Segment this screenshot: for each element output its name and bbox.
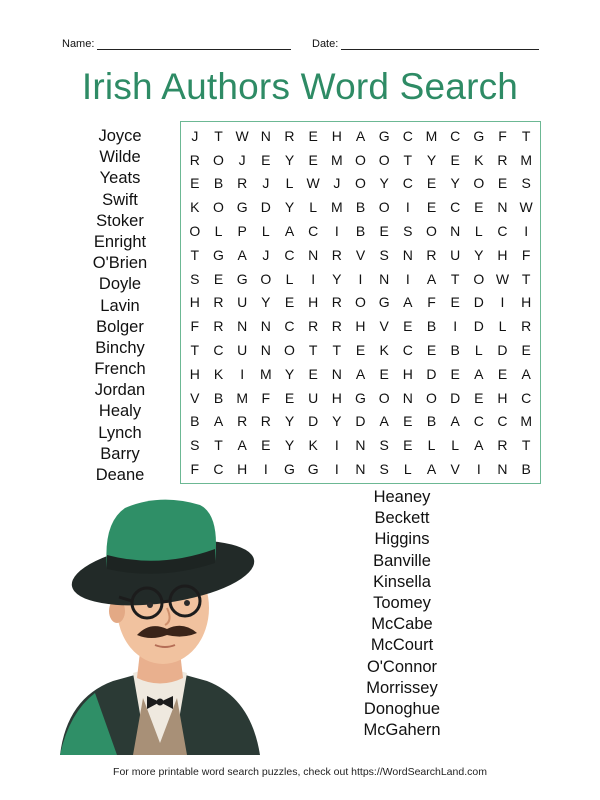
grid-letter: D (355, 413, 366, 430)
footer-text: For more printable word search puzzles, check out https://WordSearchLand.com (113, 766, 487, 778)
grid-letter: I (263, 461, 268, 478)
grid-letter: C (473, 413, 484, 430)
grid-letter: L (427, 437, 436, 454)
grid-letter: Y (474, 246, 484, 263)
grid-letter: M (236, 389, 248, 406)
grid-letter: O (378, 151, 390, 168)
grid-letter: C (402, 342, 413, 359)
word-list-item: Swift (102, 190, 138, 209)
grid-letter: O (426, 223, 437, 240)
grid-letter: O (473, 270, 485, 287)
grid-letter: I (453, 318, 458, 335)
grid-letter: I (405, 199, 410, 216)
grid-letter: H (355, 318, 366, 335)
word-list-item: French (94, 360, 146, 379)
grid-letter: J (191, 127, 199, 144)
grid-letter: R (213, 318, 224, 335)
grid-letter: C (284, 318, 295, 335)
grid-letter: N (260, 318, 271, 335)
grid-letter: A (379, 413, 389, 430)
word-list-item: Jordan (94, 381, 146, 400)
word-list-item: Enright (93, 232, 147, 251)
grid-letter: A (474, 437, 484, 454)
grid-letter: Y (379, 175, 389, 192)
grid-letter: S (403, 223, 413, 240)
grid-letter: D (497, 342, 508, 359)
grid-letter: K (190, 199, 200, 216)
grid-letter: L (214, 223, 223, 240)
grid-letter: R (284, 127, 295, 144)
grid-letter: E (379, 365, 389, 382)
grid-letter: U (308, 389, 319, 406)
grid-letter: A (426, 270, 437, 287)
word-list-item: Beckett (374, 509, 430, 528)
grid-letter: F (427, 294, 436, 311)
grid-letter: T (190, 342, 200, 359)
grid-letter: R (260, 413, 271, 430)
word-list-item: Donoghue (363, 699, 441, 718)
grid-letter: T (403, 151, 413, 168)
grid-letter: L (261, 223, 270, 240)
grid-letter: E (213, 270, 224, 287)
grid-letter: E (284, 294, 295, 311)
date-label: Date: (312, 38, 339, 50)
grid-letter: D (473, 294, 484, 311)
grid-letter: E (474, 389, 484, 406)
grid-letter: K (308, 437, 318, 454)
grid-letter: H (497, 389, 508, 406)
grid-letter: N (379, 270, 390, 287)
word-list-item: O'Connor (366, 657, 438, 676)
word-list-item: Healy (98, 402, 142, 421)
grid-letter: P (237, 223, 247, 240)
grid-letter: R (497, 151, 508, 168)
grid-letter: O (189, 223, 201, 240)
grid-letter: K (379, 342, 389, 359)
word-list-item: Doyle (98, 275, 142, 294)
grid-letter: R (308, 318, 319, 335)
grid-letter: O (213, 151, 224, 168)
grid-letter: N (260, 127, 271, 144)
word-list-item: McCabe (371, 615, 433, 634)
grid-letter: H (189, 365, 200, 382)
grid-letter: S (521, 175, 531, 192)
grid-letter: B (426, 413, 437, 430)
grid-letter: A (355, 127, 366, 144)
grid-letter: E (426, 175, 437, 192)
grid-letter: U (237, 342, 248, 359)
grid-letter: R (189, 151, 200, 168)
grid-letter: E (521, 342, 531, 359)
grid-letter: C (284, 246, 295, 263)
grid-letter: G (307, 461, 319, 478)
word-list-right (352, 487, 452, 741)
grid-letter: D (308, 413, 319, 430)
word-list-item: Lynch (98, 423, 142, 442)
word-list-item: Bolger (96, 317, 144, 336)
word-list-item: McGahern (363, 721, 441, 740)
grid-letter: U (237, 294, 248, 311)
grid-letter: G (473, 127, 485, 144)
grid-letter: Y (332, 413, 342, 430)
grid-letter: G (378, 127, 390, 144)
grid-letter: G (236, 270, 248, 287)
grid-letter: K (474, 151, 484, 168)
grid-letter: T (450, 270, 460, 287)
grid-letter: A (237, 437, 247, 454)
grid-letter: T (190, 246, 200, 263)
grid-letter: F (190, 318, 200, 335)
grid-letter: E (450, 151, 460, 168)
grid-letter: C (213, 342, 224, 359)
date-field[interactable] (312, 38, 539, 50)
grid-letter: L (451, 437, 460, 454)
grid-letter: D (260, 199, 271, 216)
grid-letter: D (450, 389, 461, 406)
word-list-item: Yeats (99, 169, 141, 188)
grid-letter: E (450, 365, 460, 382)
grid-letter: H (189, 294, 200, 311)
name-field[interactable] (62, 38, 291, 50)
grid-letter: C (521, 389, 532, 406)
grid-letter: I (311, 270, 316, 287)
grid-letter: R (237, 413, 248, 430)
grid-letter: W (495, 270, 510, 287)
grid-letter: B (355, 223, 366, 240)
grid-letter: N (308, 246, 319, 263)
grid-letter: T (521, 127, 531, 144)
grid-letter: W (306, 175, 320, 192)
grid-letter: I (334, 461, 339, 478)
grid-letter: E (308, 127, 318, 144)
grid-letter: A (355, 365, 366, 382)
grid-letter: C (497, 223, 508, 240)
grid-letter: N (331, 365, 342, 382)
grid-letter: R (521, 318, 532, 335)
grid-letter: J (238, 151, 246, 168)
grid-letter: I (334, 223, 339, 240)
letter-grid (180, 121, 541, 484)
grid-letter: M (330, 199, 343, 216)
grid-letter: E (403, 318, 413, 335)
grid-letter: R (497, 437, 508, 454)
grid-letter: O (426, 389, 437, 406)
grid-letter: H (331, 389, 342, 406)
grid-letter: A (284, 223, 295, 240)
grid-letter: H (402, 365, 413, 382)
grid-letter: T (332, 342, 342, 359)
grid-letter: G (213, 246, 224, 263)
grid-letter: L (498, 318, 507, 335)
grid-letter: O (473, 175, 485, 192)
name-label: Name: (62, 38, 95, 50)
word-list-item: Morrissey (366, 678, 438, 697)
word-list-item: Joyce (98, 127, 142, 145)
grid-letter: M (330, 151, 343, 168)
grid-letter: W (519, 199, 533, 216)
grid-letter: O (355, 175, 366, 192)
grid-letter: I (405, 270, 410, 287)
word-list-item: Higgins (374, 530, 430, 549)
grid-letter: E (497, 365, 508, 382)
grid-letter: M (425, 127, 438, 144)
grid-letter: E (261, 151, 271, 168)
name-line[interactable] (97, 39, 291, 50)
grid-letter: A (403, 294, 413, 311)
grid-letter: A (521, 365, 531, 382)
grid-letter: O (378, 199, 390, 216)
grid-letter: B (450, 342, 460, 359)
grid-letter: N (355, 437, 366, 454)
grid-letter: M (520, 151, 532, 168)
grid-letter: V (450, 461, 460, 478)
grid-letter: B (213, 175, 224, 192)
grid-letter: N (260, 342, 271, 359)
grid-letter: N (237, 318, 248, 335)
grid-letter: R (331, 246, 342, 263)
word-list-item: Lavin (100, 296, 140, 315)
grid-letter: N (497, 199, 508, 216)
grid-letter: R (213, 294, 224, 311)
grid-letter: J (262, 246, 270, 263)
grid-letter: L (285, 270, 294, 287)
grid-letter: H (331, 127, 342, 144)
word-list-item: Toomey (373, 593, 431, 612)
grid-letter: O (355, 294, 366, 311)
grid-letter: K (213, 365, 224, 382)
grid-letter: I (240, 365, 245, 382)
grid-letter: E (379, 223, 389, 240)
grid-letter: O (355, 151, 366, 168)
grid-letter: C (213, 461, 224, 478)
grid-letter: H (308, 294, 319, 311)
grid-letter: A (450, 413, 460, 430)
grid-letter: O (260, 270, 272, 287)
grid-letter: E (261, 437, 271, 454)
grid-letter: N (402, 246, 413, 263)
grid-letter: S (190, 270, 200, 287)
grid-letter: I (524, 223, 529, 240)
grid-letter: G (355, 389, 366, 406)
grid-letter: F (261, 389, 271, 406)
word-list-item: McCourt (370, 636, 434, 655)
grid-letter: J (262, 175, 270, 192)
grid-letter: E (403, 413, 413, 430)
grid-letter: E (403, 437, 413, 454)
word-list-item: Wilde (99, 148, 141, 167)
grid-letter: Y (332, 270, 342, 287)
grid-letter: E (355, 342, 366, 359)
grid-letter: T (308, 342, 318, 359)
grid-letter: C (497, 413, 508, 430)
grid-letter: D (426, 365, 437, 382)
grid-letter: Y (284, 199, 295, 216)
grid-letter: V (355, 246, 366, 263)
grid-letter: C (308, 223, 319, 240)
word-list-left (80, 126, 160, 486)
grid-letter: G (236, 199, 248, 216)
grid-letter: T (214, 437, 223, 454)
word-list-item: O'Brien (92, 254, 148, 273)
grid-letter: L (309, 199, 318, 216)
grid-letter: N (355, 461, 366, 478)
grid-letter: O (284, 342, 295, 359)
grid-letter: F (190, 461, 200, 478)
grid-letter: O (213, 199, 224, 216)
grid-letter: H (237, 461, 248, 478)
grid-letter: S (190, 437, 200, 454)
grid-letter: A (474, 365, 484, 382)
grid-letter: E (426, 199, 437, 216)
grid-letter: E (497, 175, 508, 192)
grid-letter: I (358, 270, 363, 287)
grid-letter: B (521, 461, 531, 478)
grid-letter: Y (426, 151, 437, 168)
grid-letter: S (379, 437, 389, 454)
grid-letter: L (474, 342, 483, 359)
grid-letter: Y (284, 437, 295, 454)
grid-letter: G (284, 461, 295, 478)
grid-letter: N (402, 389, 413, 406)
grid-letter: C (402, 127, 413, 144)
grid-letter: Y (284, 413, 295, 430)
grid-letter: R (331, 294, 342, 311)
grid-letter: T (521, 437, 531, 454)
word-list-item: Heaney (373, 488, 431, 506)
grid-letter: S (379, 246, 389, 263)
grid-letter: T (214, 127, 223, 144)
grid-letter: E (474, 199, 484, 216)
grid-letter: V (379, 318, 389, 335)
grid-letter: I (476, 461, 481, 478)
word-list-item: Binchy (95, 338, 145, 357)
grid-letter: H (521, 294, 532, 311)
grid-letter: D (473, 318, 484, 335)
grid-letter: R (237, 175, 248, 192)
grid-letter: I (500, 294, 505, 311)
date-line[interactable] (341, 39, 539, 50)
grid-letter: N (497, 461, 508, 478)
grid-letter: Y (261, 294, 271, 311)
grid-letter: M (520, 413, 532, 430)
grid-letter: B (213, 389, 224, 406)
grid-letter: R (331, 318, 342, 335)
grid-letter: E (190, 175, 200, 192)
grid-letter: J (333, 175, 341, 192)
grid-letter: E (284, 389, 295, 406)
grid-letter: A (426, 461, 437, 478)
grid-letter: M (259, 365, 272, 382)
grid-letter: E (450, 294, 460, 311)
grid-letter: A (237, 246, 247, 263)
grid-letter: V (190, 389, 200, 406)
grid-letter: C (402, 175, 413, 192)
grid-letter: S (379, 461, 389, 478)
man-with-hat-and-glasses-illustration (55, 493, 265, 758)
grid-letter: G (378, 294, 390, 311)
grid-letter: H (497, 246, 508, 263)
word-list-item: Kinsella (373, 572, 431, 591)
grid-letter: C (450, 199, 461, 216)
word-list-item: Deane (95, 466, 145, 484)
grid-letter: Y (284, 365, 295, 382)
grid-letter: Y (284, 151, 295, 168)
grid-letter: B (190, 413, 200, 430)
grid-letter: Y (450, 175, 460, 192)
grid-letter: B (355, 199, 366, 216)
grid-letter: L (474, 223, 483, 240)
grid-letter: I (334, 437, 339, 454)
word-list-item: Banville (373, 551, 431, 570)
grid-letter: E (308, 151, 318, 168)
grid-letter: O (378, 389, 390, 406)
word-list-item: Stoker (96, 211, 144, 230)
grid-letter: L (285, 175, 294, 192)
grid-letter: R (426, 246, 437, 263)
grid-letter: F (521, 246, 531, 263)
grid-letter: F (498, 127, 507, 144)
word-list-item: Barry (100, 444, 140, 463)
page-title: Irish Authors Word Search (81, 66, 519, 107)
grid-letter: A (213, 413, 224, 430)
grid-letter: L (403, 461, 412, 478)
grid-letter: C (450, 127, 461, 144)
grid-letter: E (308, 365, 318, 382)
grid-letter: E (426, 342, 437, 359)
grid-letter: B (426, 318, 437, 335)
grid-letter: U (450, 246, 461, 263)
grid-letter: N (450, 223, 461, 240)
grid-letter: T (521, 270, 531, 287)
grid-letter: W (235, 127, 249, 144)
